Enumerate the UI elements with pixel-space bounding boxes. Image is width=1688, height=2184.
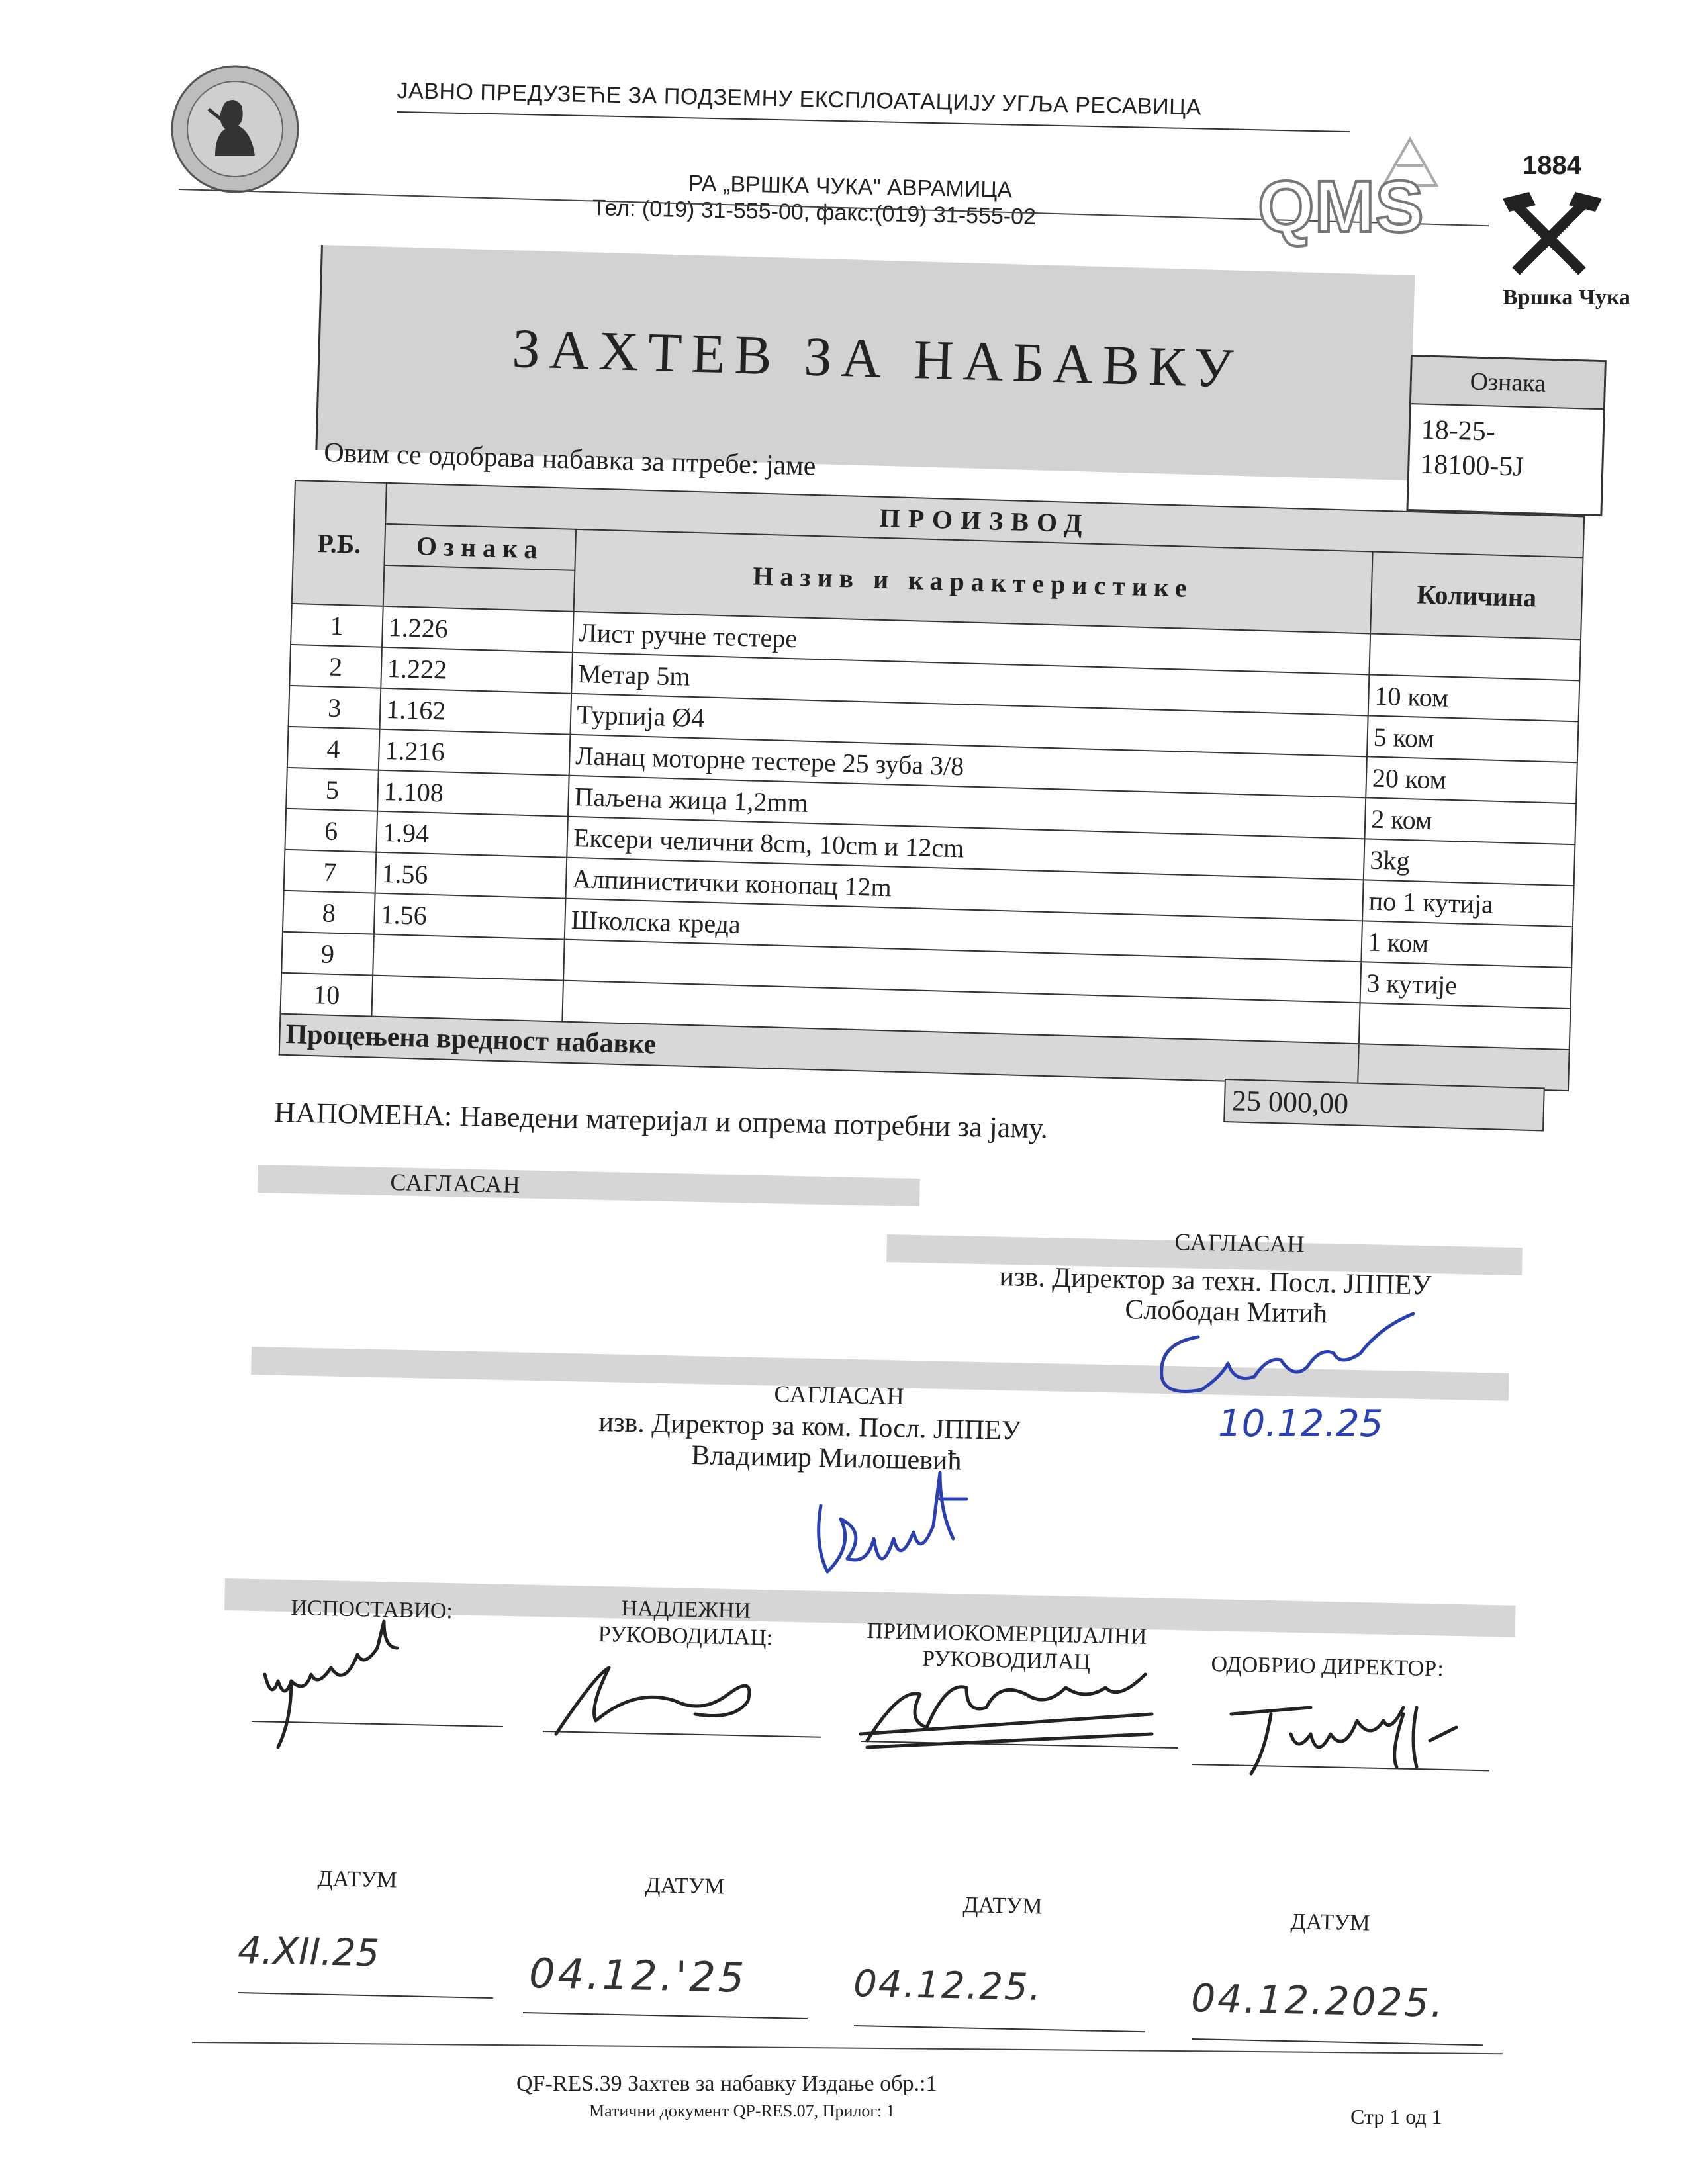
commercial-signature — [854, 1668, 1172, 1767]
document-title: ЗАХТЕВ ЗА НАБАВКУ — [511, 318, 1244, 400]
row-number: 7 — [284, 850, 377, 893]
row-code: 1.226 — [382, 606, 574, 653]
organization-unit: РА „ВРШКА ЧУКА" АВРАМИЦА — [688, 171, 1013, 203]
document-mark-label: Ознака — [1411, 357, 1605, 410]
date-line-issued — [238, 1992, 493, 1999]
row-quantity: 1 ком — [1361, 921, 1573, 968]
row-number: 9 — [281, 932, 374, 976]
row-code: 1.56 — [374, 893, 566, 940]
row-quantity: 20 ком — [1366, 756, 1577, 803]
row-code — [371, 976, 563, 1022]
commercial-director-title: изв. Директор за ком. Посл. ЈППЕУ — [598, 1406, 1021, 1447]
responsible-manager-label: НАДЛЕЖНИ РУКОВОДИЛАЦ: — [598, 1596, 773, 1651]
row-name: Ексери челични 8cm, 10cm и 12cm — [567, 817, 1364, 880]
agreement-band — [258, 1165, 920, 1206]
row-quantity: 2 ком — [1364, 797, 1576, 844]
column-header-name: Назив и карактеристике — [574, 529, 1373, 634]
row-name: Алпинистички конопац 12m — [565, 858, 1363, 921]
manager-signature — [543, 1655, 821, 1754]
agreement-label-1: САГЛАСАН — [390, 1168, 522, 1199]
row-code: 1.56 — [375, 852, 567, 899]
row-name: Ланац моторне тестере 25 зуба 3/8 — [569, 735, 1367, 798]
row-number: 2 — [289, 645, 382, 688]
agreement-label-2: САГЛАСАН — [1174, 1228, 1306, 1258]
estimated-value: 25 000,00 — [1223, 1079, 1545, 1131]
commercial-director-name: Владимир Милошевић — [691, 1439, 962, 1477]
tech-director-name: Слободан Митић — [1125, 1294, 1328, 1330]
issued-by-signature — [252, 1635, 437, 1754]
agreement-label-3: САГЛАСАН — [774, 1380, 906, 1410]
row-quantity: 5 ком — [1367, 715, 1579, 762]
column-header-product: ПРОИЗВОД — [385, 483, 1584, 558]
date-director: 04.12.2025. — [1190, 1976, 1446, 2026]
row-code: 1.108 — [377, 770, 569, 817]
row-name: Турпија Ø4 — [570, 694, 1368, 757]
column-header-rb: Р.Б. — [292, 480, 387, 606]
row-number: 1 — [291, 604, 383, 647]
approval-statement: Овим се одобрава набавка за птребе: јаме — [323, 437, 817, 482]
date-label-issued: ДАТУМ — [317, 1866, 397, 1893]
row-code: 1.162 — [380, 688, 572, 735]
date-label-commercial: ДАТУМ — [962, 1893, 1043, 1919]
row-quantity — [1369, 633, 1581, 680]
row-name: Школска креда — [565, 899, 1362, 962]
founding-year: 1884 — [1523, 151, 1581, 180]
date-label-manager: ДАТУМ — [645, 1873, 725, 1899]
document-mark-value: 18-25- 18100-5Ј — [1419, 414, 1524, 482]
row-name: Паљена жица 1,2mm — [568, 776, 1366, 839]
row-number: 3 — [289, 686, 381, 729]
tech-signature-date: 10.12.25 — [1218, 1402, 1383, 1445]
tech-director-signature — [1139, 1317, 1430, 1449]
row-quantity — [1359, 1003, 1571, 1050]
column-header-code-spacer — [383, 565, 575, 612]
row-number: 10 — [280, 973, 373, 1017]
commercial-director-signature — [794, 1479, 993, 1612]
date-label-director: ДАТУМ — [1290, 1909, 1370, 1936]
commercial-manager-label: ПРИМИОКОМЕРЦИЈАЛНИ РУКОВОДИЛАЦ — [867, 1618, 1147, 1675]
qms-logo — [1251, 132, 1463, 265]
row-name: Лист ручне тестере — [573, 612, 1370, 675]
footer-rule — [192, 2042, 1503, 2054]
issued-by-label: ИСПОСТАВИО: — [291, 1595, 453, 1624]
date-line-manager — [523, 2012, 808, 2019]
organization-contact: Тел: (019) 31-555-00, факс:(019) 31-555-02 — [592, 195, 1037, 230]
row-quantity: 10 ком — [1368, 674, 1580, 721]
date-manager: 04.12.'25 — [528, 1949, 748, 2002]
row-quantity: по 1 кутија — [1362, 880, 1574, 927]
miner-seal-icon — [169, 63, 301, 195]
date-line-director — [1192, 2038, 1483, 2046]
title-block — [314, 245, 1611, 519]
row-name: Метар 5m — [571, 653, 1369, 716]
tech-director-title: изв. Директор за техн. Посл. ЈППЕУ — [999, 1261, 1432, 1301]
row-code: 1.216 — [379, 729, 571, 776]
director-signature — [1205, 1694, 1489, 1787]
date-commercial: 04.12.25. — [853, 1962, 1043, 2009]
estimated-value-label: Процењена вредност набавке — [279, 1014, 1359, 1085]
header-divider — [397, 111, 1350, 132]
document-mark-box — [1406, 355, 1606, 516]
approved-director-label: ОДОБРИО ДИРЕКТОР: — [1211, 1651, 1444, 1682]
footer-page-number: Стр 1 од 1 — [1350, 2105, 1442, 2128]
qms-text: QMS — [1258, 166, 1424, 248]
row-number: 6 — [285, 809, 377, 852]
row-number: 4 — [287, 727, 380, 770]
date-line-commercial — [854, 2025, 1145, 2032]
row-quantity: 3kg — [1364, 839, 1575, 886]
mine-name-text: Вршка Чука — [1503, 285, 1630, 310]
date-issued: 4.XII.25 — [237, 1929, 380, 1976]
row-quantity: 3 кутије — [1360, 962, 1572, 1009]
row-code: 1.94 — [376, 811, 568, 858]
column-header-quantity: Количина — [1370, 552, 1583, 640]
row-number: 8 — [283, 891, 375, 934]
row-number: 5 — [286, 768, 379, 811]
footer-form-code: QF-RES.39 Захтев за набавку Издање обр.:1 — [516, 2071, 937, 2096]
row-code — [373, 934, 565, 981]
note-text: НАПОМЕНА: Наведени материјал и опрема потребни за јаму. — [273, 1095, 1049, 1145]
column-header-code: Ознака — [384, 524, 576, 570]
footer-parent-document: Матични документ QP-RES.07, Прилог: 1 — [589, 2101, 895, 2120]
row-code: 1.222 — [381, 647, 573, 694]
organization-name: ЈАВНО ПРЕДУЗЕЋЕ ЗА ПОДЗЕМНУ ЕКСПЛОАТАЦИЈУ УГЉА РЕСАВИЦА — [397, 78, 1202, 120]
items-table — [279, 480, 1585, 1091]
